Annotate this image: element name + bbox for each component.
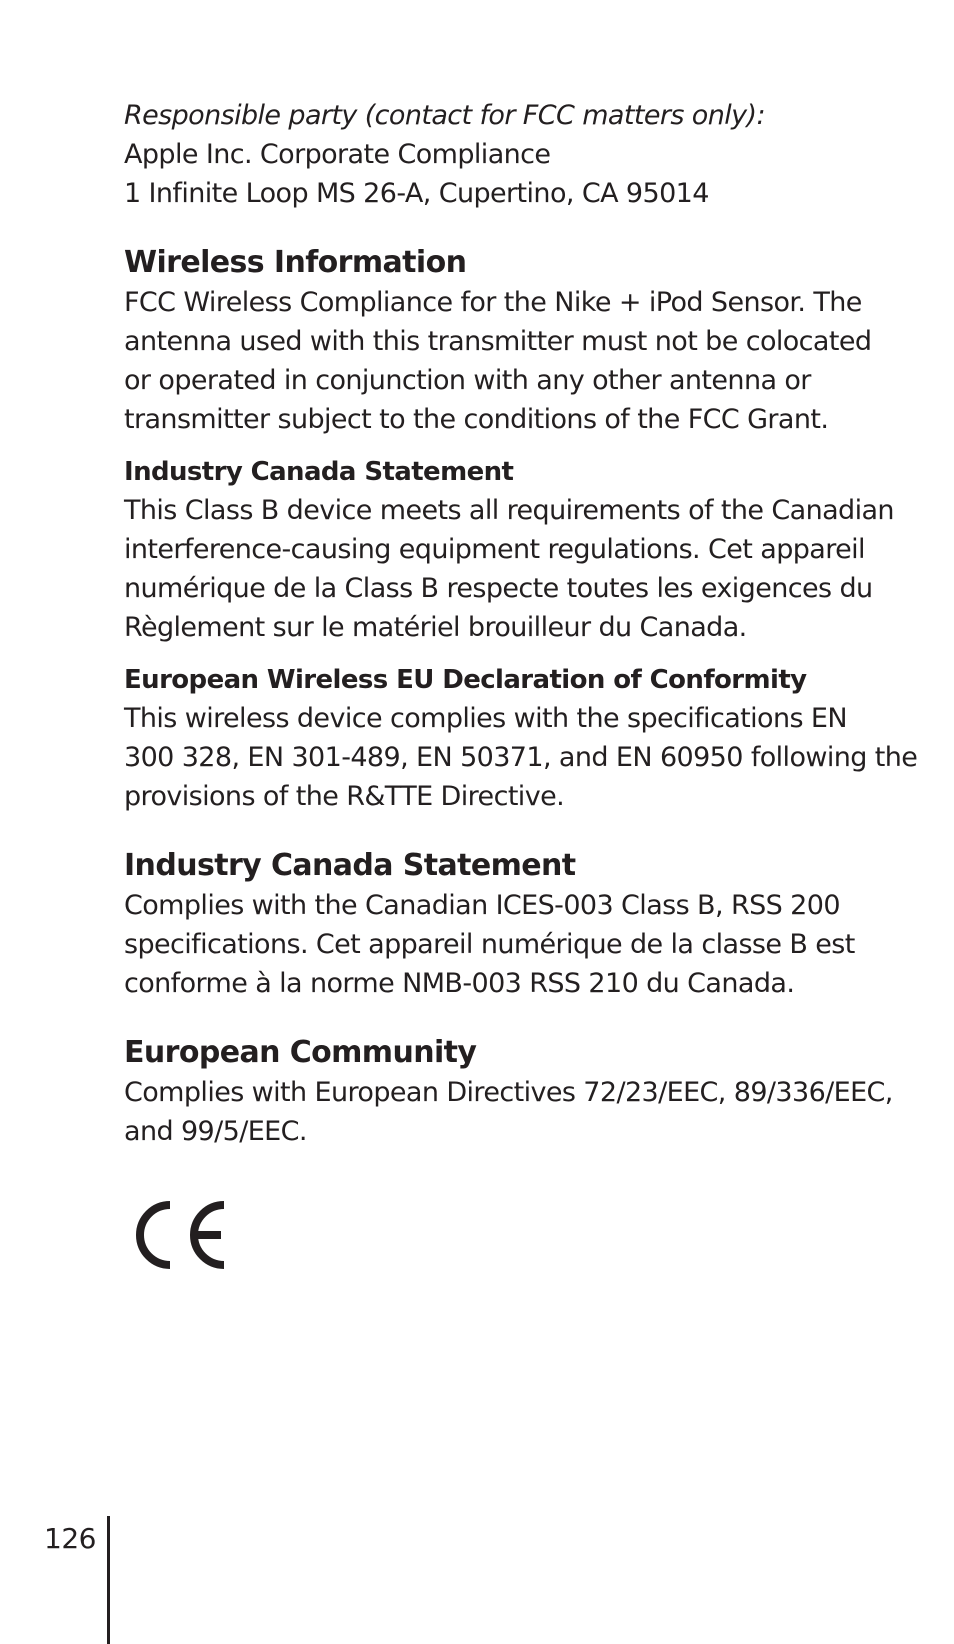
- wireless-information-section: [124, 243, 904, 439]
- ce-mark-icon: [126, 1196, 230, 1274]
- industry-canada-heading-2: Industry Canada Statement: [124, 848, 576, 883]
- page-number: 126: [44, 1522, 96, 1555]
- paragraph-line: Complies with the Canadian ICES-003 Class B, RSS 200: [124, 890, 840, 921]
- responsible-party-address: 1 Infinite Loop MS 26-A, Cupertino, CA 95014: [124, 178, 709, 209]
- paragraph-line: conforme à la norme NMB-003 RSS 210 du Canada.: [124, 968, 795, 999]
- industry-canada-section-1: [124, 453, 904, 647]
- paragraph-line: specifications. Cet appareil numérique de la classe B est: [124, 929, 855, 960]
- industry-canada-section-2: [124, 846, 904, 1003]
- eu-declaration-heading: European Wireless EU Declaration of Conformity: [124, 665, 807, 695]
- paragraph-line: or operated in conjunction with any other antenna or: [124, 365, 811, 396]
- paragraph-line: interference-causing equipment regulations. Cet appareil: [124, 534, 865, 565]
- eu-declaration-section: [124, 661, 918, 816]
- european-community-section: [124, 1033, 904, 1151]
- document-body: [124, 96, 918, 1151]
- paragraph-line: numérique de la Class B respecte toutes les exigences du: [124, 573, 873, 604]
- paragraph-line: transmitter subject to the conditions of the FCC Grant.: [124, 404, 829, 435]
- paragraph-line: provisions of the R&TTE Directive.: [124, 781, 565, 812]
- paragraph-line: Complies with European Directives 72/23/EEC, 89/336/EEC,: [124, 1077, 893, 1108]
- paragraph-line: and 99/5/EEC.: [124, 1116, 307, 1147]
- paragraph-line: Règlement sur le matériel brouilleur du Canada.: [124, 612, 747, 643]
- paragraph-line: This wireless device complies with the specifications EN: [124, 703, 847, 734]
- paragraph-line: antenna used with this transmitter must not be colocated: [124, 326, 872, 357]
- industry-canada-heading-1: Industry Canada Statement: [124, 457, 514, 487]
- responsible-party-section: [124, 96, 904, 213]
- paragraph-line: FCC Wireless Compliance for the Nike + iPod Sensor. The: [124, 287, 862, 318]
- european-community-heading: European Community: [124, 1035, 477, 1070]
- paragraph-line: This Class B device meets all requirements of the Canadian: [124, 495, 894, 526]
- wireless-information-heading: Wireless Information: [124, 245, 467, 280]
- responsible-party-name: Apple Inc. Corporate Compliance: [124, 139, 551, 170]
- paragraph-line: 300 328, EN 301-489, EN 50371, and EN 60950 following the: [124, 742, 918, 773]
- page-number-divider: [107, 1516, 110, 1644]
- responsible-party-label: Responsible party (contact for FCC matters only):: [124, 100, 765, 131]
